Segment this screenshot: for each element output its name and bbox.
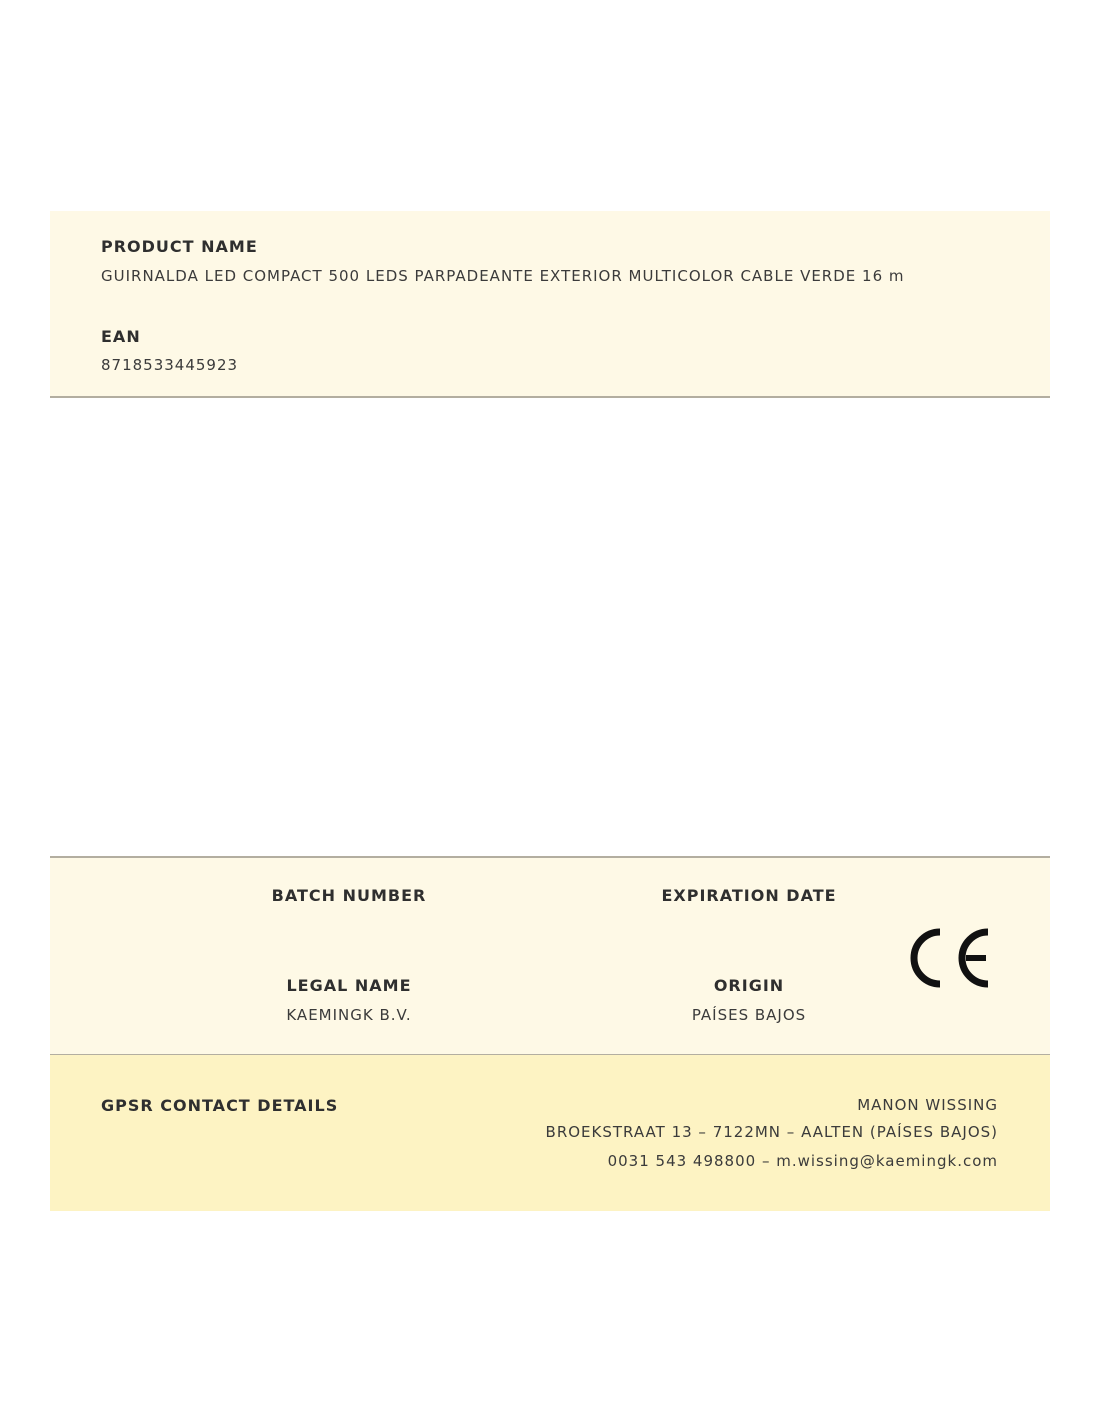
gpsr-contact-name: MANON WISSING <box>857 1096 998 1114</box>
origin-value: PAÍSES BAJOS <box>691 1006 807 1024</box>
legal-name-label: LEGAL NAME <box>286 976 412 995</box>
product-info-panel <box>50 211 1050 398</box>
legal-name-value: KAEMINGK B.V. <box>286 1006 412 1024</box>
expiration-date-label: EXPIRATION DATE <box>661 886 837 905</box>
gpsr-contact-address: BROEKSTRAAT 13 – 7122MN – AALTEN (PAÍSES BAJOS) <box>545 1123 998 1141</box>
ean-label: EAN <box>101 327 141 346</box>
gpsr-contact-label: GPSR CONTACT DETAILS <box>101 1096 339 1115</box>
product-details-panel <box>50 856 1050 1056</box>
product-name-label: PRODUCT NAME <box>101 237 258 256</box>
origin-label: ORIGIN <box>713 976 785 995</box>
ean-value: 8718533445923 <box>101 356 239 374</box>
ce-mark-icon <box>908 926 992 990</box>
batch-number-label: BATCH NUMBER <box>271 886 427 905</box>
gpsr-contact-panel <box>50 1055 1050 1211</box>
product-name-value: GUIRNALDA LED COMPACT 500 LEDS PARPADEANTE EXTERIOR MULTICOLOR CABLE VERDE 16 m <box>101 267 905 285</box>
gpsr-contact-phone-email: 0031 543 498800 – m.wissing@kaemingk.com <box>607 1152 998 1170</box>
